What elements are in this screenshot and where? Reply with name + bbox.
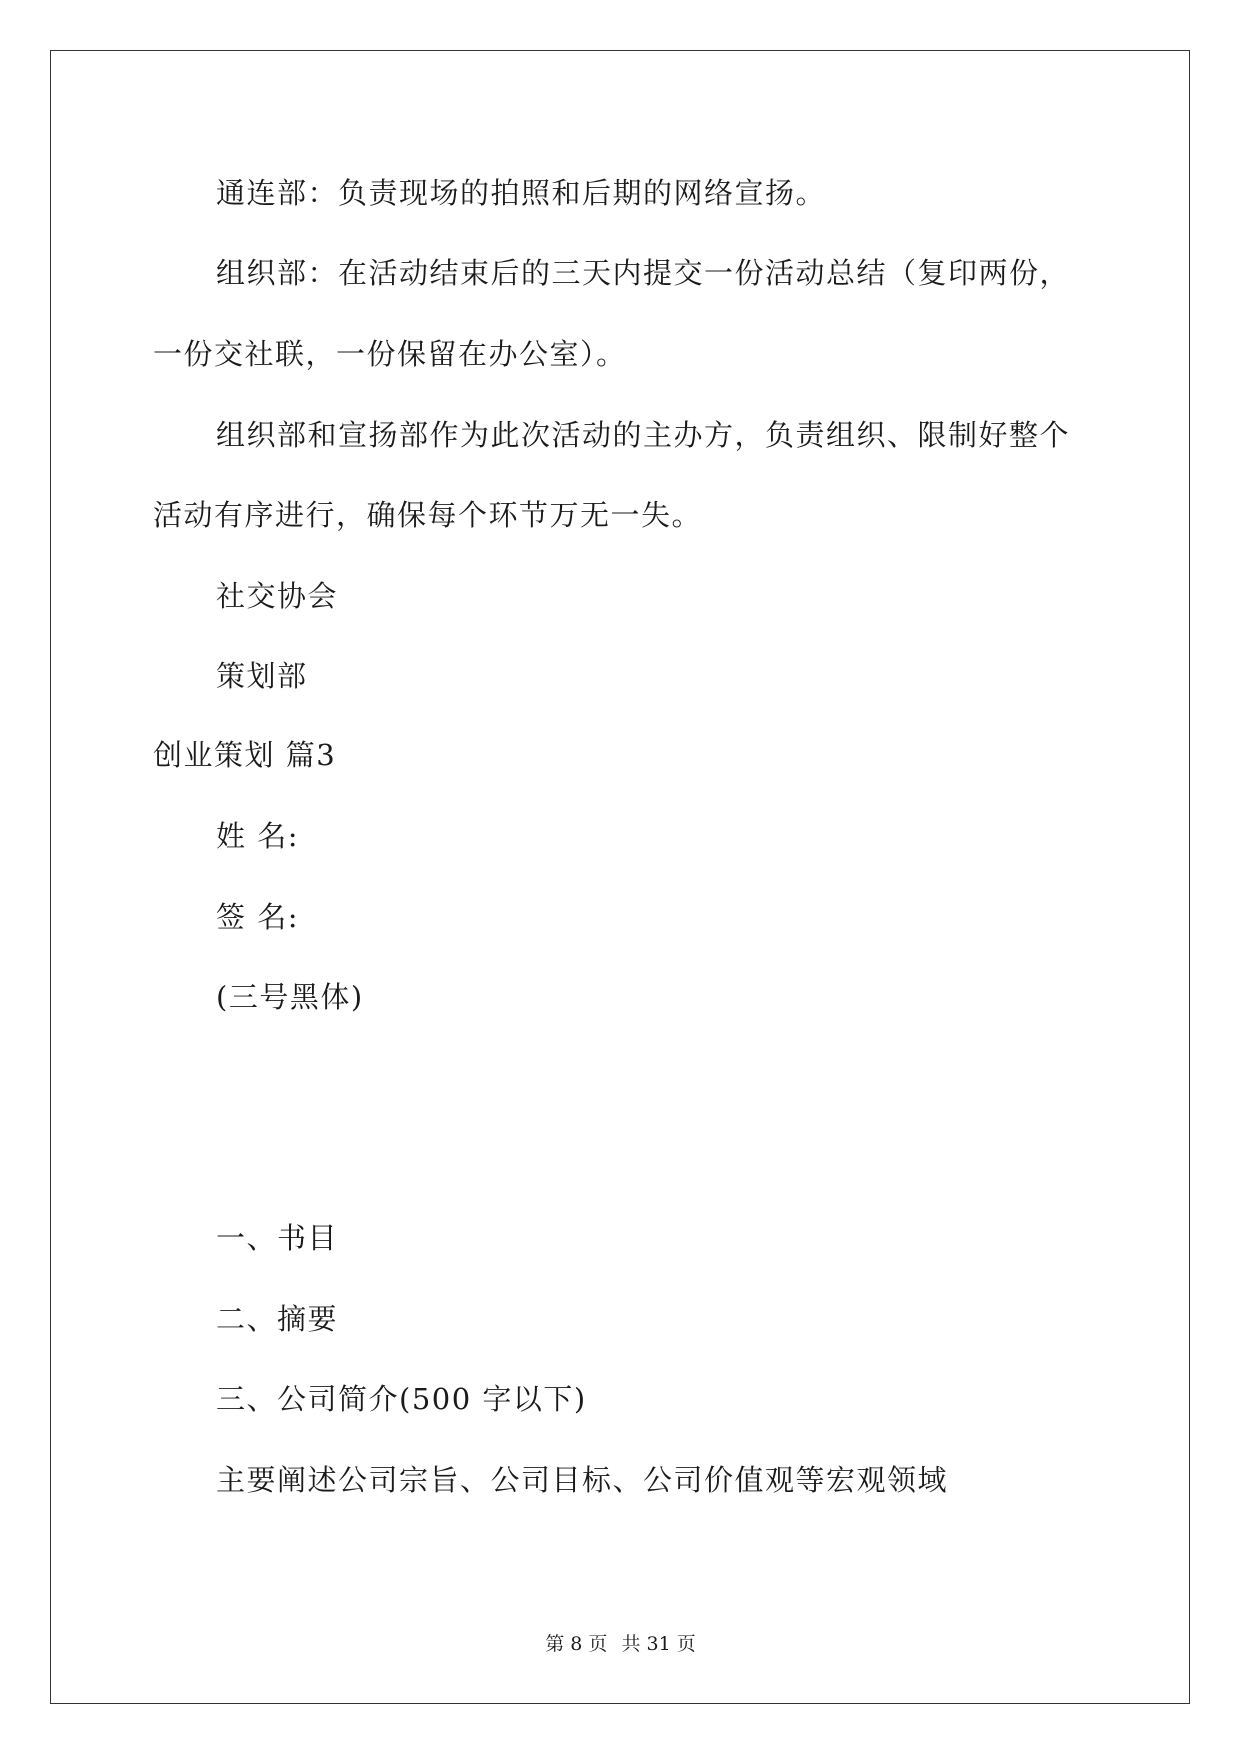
font-note: (三号黑体) — [216, 980, 364, 1014]
paragraph-line: 一份交社联，一份保留在办公室）。 — [153, 337, 627, 371]
paragraph-line: 组织部：在活动结束后的三天内提交一份活动总结（复印两份， — [216, 256, 1071, 290]
paragraph-line: 通连部：负责现场的拍照和后期的网络宣扬。 — [216, 176, 827, 210]
page-number: 第 8 页 — [545, 1633, 608, 1655]
signature-dept: 策划部 — [216, 659, 308, 693]
outline-item: 三、公司简介(500 字以下) — [216, 1382, 587, 1416]
paragraph-line: 主要阐述公司宗旨、公司目标、公司价值观等宏观领域 — [216, 1463, 949, 1497]
outline-item: 一、书目 — [216, 1221, 339, 1255]
name-field-label: 姓 名: — [216, 819, 299, 853]
page-border — [50, 50, 1190, 1704]
section-heading: 创业策划 篇3 — [153, 738, 337, 772]
paragraph-line: 活动有序进行，确保每个环节万无一失。 — [153, 498, 703, 532]
paragraph-line: 组织部和宣扬部作为此次活动的主办方，负责组织、限制好整个 — [216, 418, 1071, 452]
page-footer — [0, 1632, 1241, 1656]
page-total: 共 31 页 — [621, 1633, 696, 1655]
outline-item: 二、摘要 — [216, 1302, 339, 1336]
signature-field-label: 签 名: — [216, 900, 299, 934]
signature-org: 社交协会 — [216, 579, 339, 613]
